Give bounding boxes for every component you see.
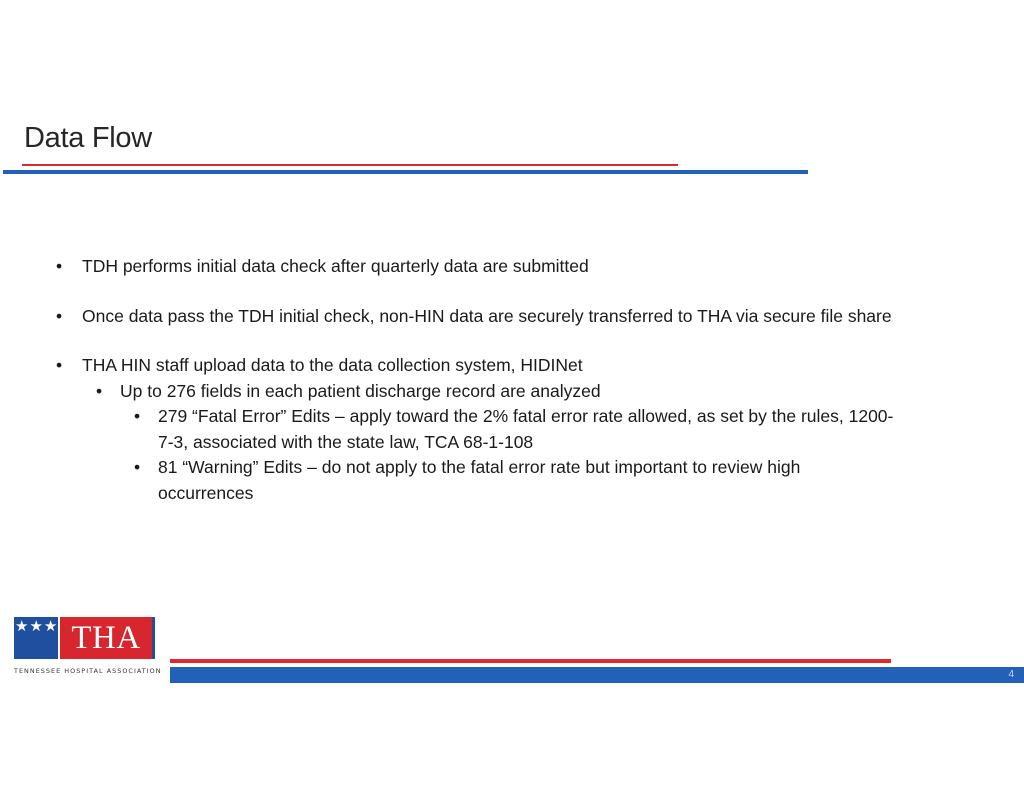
sub-sub-bullet-text: 81 “Warning” Edits – do not apply to the fatal error rate but important to review high occurrences: [158, 457, 801, 503]
logo-edge: [152, 617, 155, 659]
tha-logo: [14, 617, 162, 677]
title-divider-blue: [3, 170, 808, 174]
page-number: 4: [1008, 669, 1014, 680]
bullet-dot-icon: •: [56, 305, 63, 326]
footer-bar-blue: [170, 667, 1024, 683]
bullet-dot-icon: •: [134, 406, 141, 426]
sub-bullet-text: Up to 276 fields in each patient discharge record are analyzed: [120, 380, 601, 401]
bullet-text: TDH performs initial data check after quarterly data are submitted: [82, 256, 589, 276]
sub-sub-bullet-text: 279 “Fatal Error” Edits – apply toward the 2% fatal error rate allowed, as set by the rules, 1200-7-3, associated with the state law, TCA 68-1-108: [158, 406, 894, 452]
bullet-dot-icon: •: [96, 380, 103, 401]
bullet-item: [56, 353, 916, 379]
logo-text: THA: [71, 620, 141, 656]
bullet-text: Once data pass the TDH initial check, non-HIN data are securely transferred to THA via secure file share: [82, 305, 892, 326]
bullet-dot-icon: •: [56, 355, 63, 375]
slide-title: Data Flow: [24, 122, 152, 154]
stars-icon: ★★★: [15, 618, 59, 635]
title-divider-red: [22, 164, 678, 166]
bullet-text: THA HIN staff upload data to the data collection system, HIDINet: [82, 355, 583, 375]
bullet-list: [56, 254, 916, 506]
bullet-dot-icon: •: [134, 457, 141, 477]
sub-sub-bullet-item: [56, 404, 898, 455]
bullet-dot-icon: •: [56, 256, 63, 276]
sub-sub-bullet-item: [56, 455, 898, 506]
logo-caption: TENNESSEE HOSPITAL ASSOCIATION: [14, 667, 162, 675]
bullet-item: [56, 304, 916, 330]
footer-divider-red: [170, 659, 891, 663]
sub-bullet-item: [56, 379, 916, 405]
bullet-item: [56, 254, 916, 280]
